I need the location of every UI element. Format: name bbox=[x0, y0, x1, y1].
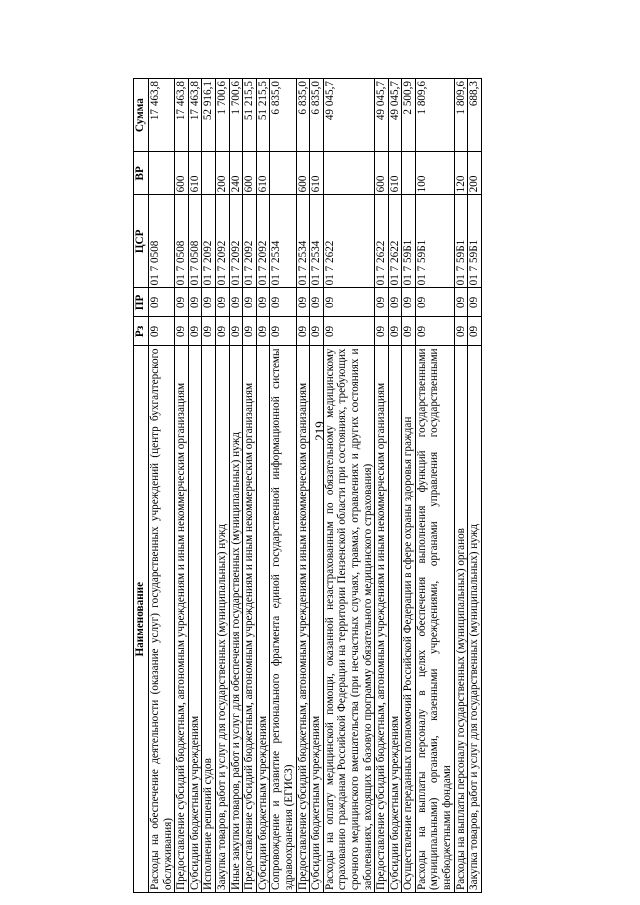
row-name: Предоставление субсидий бюджетным, автономным учреждениям и иным некоммерческим организациям bbox=[296, 346, 310, 893]
row-name: Расходы на оплату медицинской помощи, оказанной незастрахованным по обязательному медицинскому страхованию гражданам Российской Федерации на территории Пензенской области при состояниях, требующих срочного медицинского вмешательства (при несчастных случаях, травмах, отравлениях и других состояниях и заболеваниях, входящих в базовую программу обязательного медицинского страхования) bbox=[323, 346, 374, 893]
row-rz: 09 bbox=[243, 317, 257, 346]
row-vr: 610 bbox=[188, 152, 202, 195]
row-pr: 09 bbox=[323, 288, 374, 317]
row-name: Предоставление субсидий бюджетным, автономным учреждениям и иным некоммерческим организациям bbox=[175, 346, 189, 893]
table-row bbox=[415, 79, 454, 893]
row-rz: 09 bbox=[229, 317, 243, 346]
row-pr: 09 bbox=[388, 288, 402, 317]
row-sum: 2 500,9 bbox=[402, 79, 416, 152]
row-sum: 1 700,6 bbox=[215, 79, 229, 152]
row-csr: 01 7 0508 bbox=[175, 195, 189, 288]
budget-table bbox=[133, 78, 482, 893]
header-rz: Рз bbox=[134, 317, 149, 346]
row-vr bbox=[270, 152, 296, 195]
row-pr: 09 bbox=[243, 288, 257, 317]
table-row bbox=[388, 79, 402, 893]
row-name: Расходы на выплаты персоналу в целях обеспечения выполнения функций государственными (муниципальными) органами, казенными учреждениями, органами управления государственными внебюджетными фондами bbox=[415, 346, 454, 893]
row-vr: 120 bbox=[454, 152, 468, 195]
row-csr: 01 7 59Б1 bbox=[402, 195, 416, 288]
row-rz: 09 bbox=[468, 317, 482, 346]
row-rz: 09 bbox=[296, 317, 310, 346]
row-csr: 01 7 2534 bbox=[310, 195, 324, 288]
row-vr: 610 bbox=[310, 152, 324, 195]
table-row bbox=[202, 79, 216, 893]
row-rz: 09 bbox=[175, 317, 189, 346]
row-csr: 01 7 2092 bbox=[229, 195, 243, 288]
row-vr: 240 bbox=[229, 152, 243, 195]
row-name: Осуществление переданных полномочий Российской Федерации в сфере охраны здоровья граждан bbox=[402, 346, 416, 893]
table-row bbox=[175, 79, 189, 893]
row-rz: 09 bbox=[454, 317, 468, 346]
row-vr: 600 bbox=[175, 152, 189, 195]
table-row bbox=[149, 79, 175, 893]
row-csr: 01 7 59Б1 bbox=[415, 195, 454, 288]
row-name: Субсидии бюджетным учреждениям bbox=[256, 346, 270, 893]
row-pr: 09 bbox=[229, 288, 243, 317]
row-sum: 17 463,8 bbox=[188, 79, 202, 152]
row-name: Сопровождение и развитие регионального фрагмента единой государственной информационной системы здравоохранения (ЕГИСЗ) bbox=[270, 346, 296, 893]
row-csr: 01 7 2092 bbox=[243, 195, 257, 288]
row-csr: 01 7 2092 bbox=[202, 195, 216, 288]
table-row bbox=[296, 79, 310, 893]
row-name: Предоставление субсидий бюджетным, автономным учреждениям и иным некоммерческим организациям bbox=[375, 346, 389, 893]
row-vr: 600 bbox=[375, 152, 389, 195]
row-name: Закупка товаров, работ и услуг для государственных (муниципальных) нужд bbox=[215, 346, 229, 893]
row-sum: 17 463,8 bbox=[175, 79, 189, 152]
row-csr: 01 7 2622 bbox=[388, 195, 402, 288]
row-name: Предоставление субсидий бюджетным, автономным учреждениям и иным некоммерческим организациям bbox=[243, 346, 257, 893]
table-row bbox=[270, 79, 296, 893]
row-vr: 200 bbox=[468, 152, 482, 195]
row-sum: 49 045,7 bbox=[388, 79, 402, 152]
row-rz: 09 bbox=[375, 317, 389, 346]
row-csr: 01 7 0508 bbox=[149, 195, 175, 288]
row-pr: 09 bbox=[149, 288, 175, 317]
row-sum: 49 045,7 bbox=[323, 79, 374, 152]
row-vr: 600 bbox=[296, 152, 310, 195]
row-csr: 01 7 2092 bbox=[256, 195, 270, 288]
row-csr: 01 7 2534 bbox=[270, 195, 296, 288]
row-vr bbox=[323, 152, 374, 195]
row-pr: 09 bbox=[202, 288, 216, 317]
row-name: Расходы на обеспечение деятельности (оказание услуг) государственных учреждений (центр бухгалтерского обслуживания) bbox=[149, 346, 175, 893]
row-pr: 09 bbox=[270, 288, 296, 317]
row-rz: 09 bbox=[402, 317, 416, 346]
row-pr: 09 bbox=[188, 288, 202, 317]
row-sum: 52 916,1 bbox=[202, 79, 216, 152]
row-pr: 09 bbox=[454, 288, 468, 317]
row-csr: 01 7 0508 bbox=[188, 195, 202, 288]
row-csr: 01 7 59Б1 bbox=[454, 195, 468, 288]
row-name: Субсидии бюджетным учреждениям bbox=[388, 346, 402, 893]
row-sum: 1 700,6 bbox=[229, 79, 243, 152]
row-vr bbox=[202, 152, 216, 195]
row-sum: 1 809,6 bbox=[415, 79, 454, 152]
table-row bbox=[468, 79, 482, 893]
row-sum: 51 215,5 bbox=[256, 79, 270, 152]
row-csr: 01 7 2092 bbox=[215, 195, 229, 288]
row-name: Иные закупки товаров, работ и услуг для обеспечения государственных (муниципальных) нужд bbox=[229, 346, 243, 893]
row-vr: 610 bbox=[388, 152, 402, 195]
table-row bbox=[215, 79, 229, 893]
table-row bbox=[243, 79, 257, 893]
row-pr: 09 bbox=[402, 288, 416, 317]
header-sum: Сумма bbox=[134, 79, 149, 152]
row-rz: 09 bbox=[415, 317, 454, 346]
header-vr: ВР bbox=[134, 152, 149, 195]
row-csr: 01 7 59Б1 bbox=[468, 195, 482, 288]
row-name: Субсидии бюджетным учреждениям bbox=[310, 346, 324, 893]
row-sum: 6 835,0 bbox=[270, 79, 296, 152]
row-pr: 09 bbox=[310, 288, 324, 317]
row-name: Исполнение решений судов bbox=[202, 346, 216, 893]
table-header-row bbox=[134, 79, 149, 893]
header-name: Наименование bbox=[134, 346, 149, 893]
row-rz: 09 bbox=[323, 317, 374, 346]
table-row bbox=[229, 79, 243, 893]
row-pr: 09 bbox=[215, 288, 229, 317]
row-rz: 09 bbox=[388, 317, 402, 346]
row-rz: 09 bbox=[149, 317, 175, 346]
table-row bbox=[256, 79, 270, 893]
row-vr: 610 bbox=[256, 152, 270, 195]
header-pr: ПР bbox=[134, 288, 149, 317]
row-rz: 09 bbox=[270, 317, 296, 346]
row-name: Субсидии бюджетным учреждениям bbox=[188, 346, 202, 893]
row-csr: 01 7 2534 bbox=[296, 195, 310, 288]
table-row bbox=[454, 79, 468, 893]
row-sum: 17 463,8 bbox=[149, 79, 175, 152]
row-vr: 200 bbox=[215, 152, 229, 195]
row-sum: 1 809,6 bbox=[454, 79, 468, 152]
row-rz: 09 bbox=[188, 317, 202, 346]
row-vr: 100 bbox=[415, 152, 454, 195]
row-sum: 6 835,0 bbox=[296, 79, 310, 152]
row-csr: 01 7 2622 bbox=[375, 195, 389, 288]
row-rz: 09 bbox=[202, 317, 216, 346]
row-pr: 09 bbox=[468, 288, 482, 317]
row-name: Закупка товаров, работ и услуг для государственных (муниципальных) нужд bbox=[468, 346, 482, 893]
row-rz: 09 bbox=[310, 317, 324, 346]
row-sum: 688,3 bbox=[468, 79, 482, 152]
table-row bbox=[188, 79, 202, 893]
page-number: 219 bbox=[312, 421, 327, 441]
table-row bbox=[402, 79, 416, 893]
row-vr: 600 bbox=[243, 152, 257, 195]
row-csr: 01 7 2622 bbox=[323, 195, 374, 288]
table-row bbox=[375, 79, 389, 893]
row-rz: 09 bbox=[215, 317, 229, 346]
row-pr: 09 bbox=[175, 288, 189, 317]
table-row bbox=[310, 79, 324, 893]
row-name: Расходы на выплаты персоналу государственных (муниципальных) органов bbox=[454, 346, 468, 893]
row-pr: 09 bbox=[375, 288, 389, 317]
row-rz: 09 bbox=[256, 317, 270, 346]
row-sum: 49 045,7 bbox=[375, 79, 389, 152]
row-sum: 6 835,0 bbox=[310, 79, 324, 152]
row-pr: 09 bbox=[296, 288, 310, 317]
row-pr: 09 bbox=[256, 288, 270, 317]
table-row bbox=[323, 79, 374, 893]
row-pr: 09 bbox=[415, 288, 454, 317]
header-csr: ЦСР bbox=[134, 195, 149, 288]
budget-table-container bbox=[133, 78, 578, 893]
row-vr bbox=[149, 152, 175, 195]
row-sum: 51 215,5 bbox=[243, 79, 257, 152]
row-vr bbox=[402, 152, 416, 195]
